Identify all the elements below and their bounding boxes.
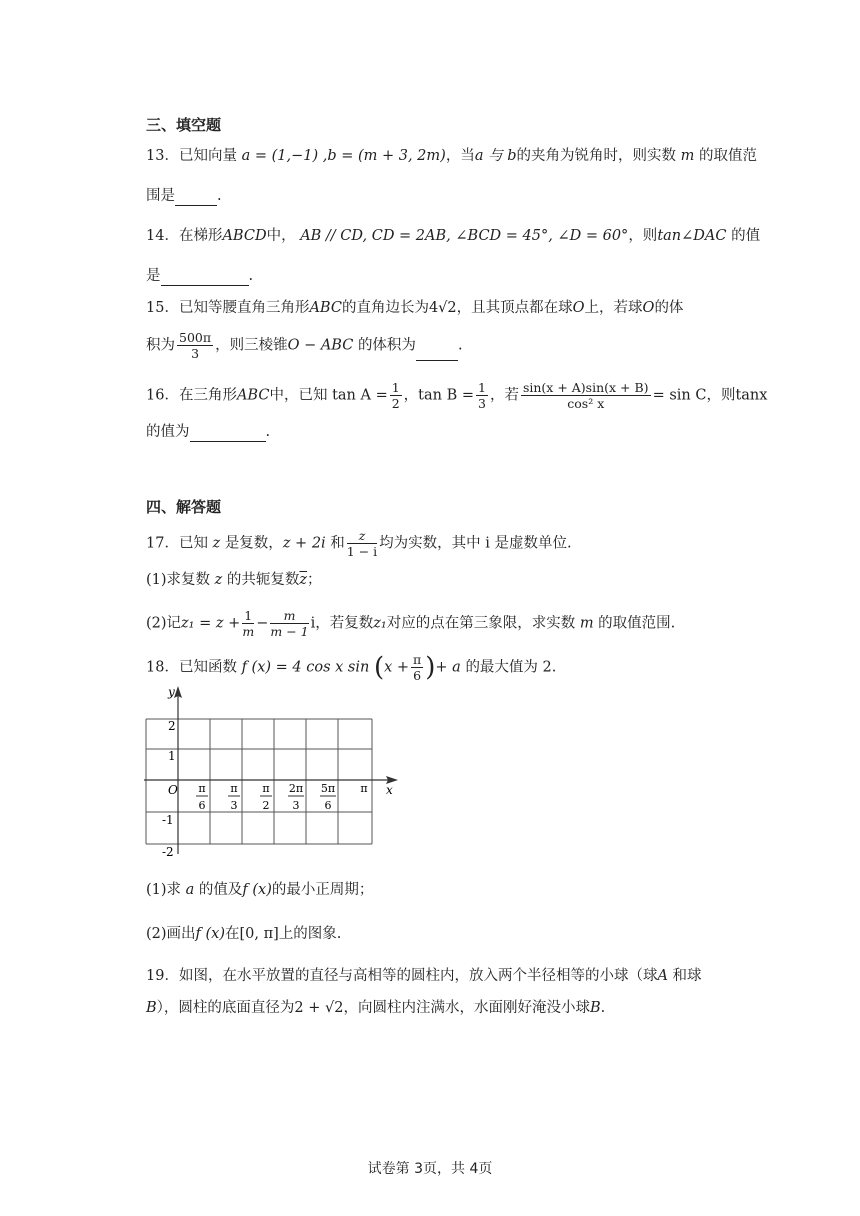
question-14-line-2 (146, 266, 253, 286)
text: 已知函数 (178, 659, 237, 676)
origin-label: O (168, 783, 178, 797)
target-expression: tan∠DAC (657, 228, 727, 244)
leg-length: 4√2 (428, 300, 457, 316)
fraction (476, 380, 488, 411)
question-13-line-2 (146, 186, 222, 206)
question-15-line-1 (146, 298, 683, 318)
text: 是复数， (224, 535, 283, 552)
question-number: 14． (146, 228, 179, 244)
variable-a: a (185, 882, 195, 898)
page-footer: 试卷第 3页，共 4页 (367, 1161, 493, 1177)
fraction (390, 380, 402, 411)
answer-blank[interactable] (190, 425, 266, 442)
question-16-line-1 (146, 380, 767, 411)
triangle-name: ABC (236, 387, 270, 404)
text: 19．如图，在水平放置的直径与高相等的圆柱内，放入两个半径相等的小球（球 (146, 968, 658, 984)
pyramid-name: O − ABC (287, 337, 354, 354)
text: (1)求 (146, 882, 182, 898)
fraction (411, 652, 423, 683)
question-19-line-1 (146, 966, 702, 986)
question-16-line-2 (146, 422, 270, 442)
denominator: 1 − i (346, 544, 378, 559)
numerator: 1 (478, 380, 486, 395)
x-tick-numerator: 5π (320, 782, 336, 795)
target-expression: tanx (735, 387, 768, 404)
x-tick-denominator: 6 (198, 799, 206, 812)
text: 的体积为 (357, 337, 416, 354)
denominator: 3 (478, 396, 486, 411)
question-18-part-2 (146, 924, 341, 944)
y-tick-label: -2 (162, 845, 174, 859)
variable-z: z (214, 572, 223, 588)
text: 在梯形 (178, 228, 223, 244)
text: 的最大值为 2. (465, 659, 557, 676)
numerator: 1 (244, 608, 253, 623)
text: ），圆柱的底面直径为 (156, 1000, 295, 1016)
question-number: 17． (146, 535, 179, 552)
operator: − (256, 615, 269, 632)
text: 在三角形 (178, 387, 237, 404)
vector-pair: a 与 b (474, 148, 517, 164)
variable-m: m (579, 615, 594, 632)
x-tick-numerator: 2π (288, 782, 304, 795)
diameter: 2 + √2 (294, 1000, 344, 1016)
condition-formula: AB // CD, CD = 2AB, ∠BCD = 45°, ∠D = 60° (300, 228, 629, 244)
ball-b: B (146, 1000, 157, 1016)
numerator: z (347, 528, 377, 544)
denominator: m (242, 624, 255, 639)
x-tick-numerator: π (262, 782, 270, 795)
text: 积为 (146, 337, 175, 354)
question-number: 13． (146, 148, 179, 164)
question-17-line-1 (146, 528, 572, 559)
trapezoid-name: ABCD (222, 228, 267, 244)
question-number: 15． (146, 300, 179, 316)
text: 的共轭复数 (226, 572, 300, 588)
answer-blank[interactable] (161, 269, 249, 286)
text: ，且其顶点都在球 (456, 300, 573, 316)
sphere-name: O (642, 300, 655, 316)
answer-blank[interactable] (416, 344, 458, 361)
text: 在 (225, 926, 240, 942)
text: 的夹角为锐角时，则实数 (516, 148, 676, 164)
denominator: 6 (413, 668, 422, 683)
text: 的体 (654, 300, 684, 316)
expression: z + 2i (282, 535, 326, 552)
question-17-part-2 (146, 608, 675, 639)
numerator: π (413, 652, 422, 667)
expression: + a (435, 659, 461, 676)
ball-b: B (589, 1000, 601, 1016)
text: ； (307, 572, 322, 588)
equation-rhs: = sin C (652, 387, 707, 404)
period: . (600, 1000, 606, 1016)
text: ，当 (445, 148, 475, 164)
numerator: 1 (391, 380, 400, 395)
x-tick-numerator: π (230, 782, 238, 795)
denominator: 2 (391, 396, 400, 411)
volume-fraction (177, 330, 213, 361)
question-17-part-1 (146, 570, 322, 590)
y-tick-label: 1 (168, 749, 176, 763)
triangle-name: ABC (309, 300, 342, 316)
conjugate-z: $\overline{z}$ (299, 572, 308, 588)
answer-blank[interactable] (175, 189, 217, 206)
numerator: m (270, 608, 308, 624)
y-tick-label: -1 (162, 813, 174, 827)
question-number: 16． (146, 387, 179, 404)
text: ，则 (706, 387, 736, 404)
text: 和 (330, 535, 345, 552)
function-definition: f (x) = 4 cos x sin (241, 659, 370, 676)
text: 的最小正周期； (271, 882, 374, 898)
y-tick-label: 2 (168, 719, 176, 733)
vector-definition: a = (1,−1) ,b = (m + 3, 2m) (241, 148, 446, 164)
numerator: sin(x + A)sin(x + B) (522, 380, 649, 395)
x-tick-labels (196, 782, 368, 812)
text: 和球 (672, 968, 702, 984)
section-title-solve: 四、解答题 (146, 498, 222, 516)
variable-z1: z₁ (373, 615, 387, 632)
text: 的值及 (198, 882, 243, 898)
denominator: 3 (191, 346, 200, 361)
coordinate-grid (140, 684, 410, 864)
text: ，则三棱锥 (215, 337, 288, 354)
text: 的值 (731, 228, 761, 244)
text: 中， (266, 228, 296, 244)
question-18-part-1 (146, 880, 373, 900)
denominator: cos² x (567, 396, 605, 411)
text: (2)记 (146, 615, 182, 632)
function: f (x) (242, 882, 272, 898)
x-tick-denominator: 3 (230, 799, 238, 812)
equation-fraction (521, 380, 651, 411)
grid-lines (146, 719, 372, 844)
question-15-line-2 (146, 330, 463, 361)
period: . (217, 188, 222, 204)
text: 围是 (146, 188, 175, 204)
expression: z₁ = z + (181, 615, 241, 632)
fraction (270, 608, 308, 639)
fraction (347, 528, 377, 559)
x-tick-numerator: π (198, 782, 206, 795)
x-axis-label: x (386, 783, 393, 797)
period: . (265, 424, 271, 440)
y-axis-label: y (168, 685, 175, 699)
question-13-line-1 (146, 146, 757, 166)
x-tick-denominator: 2 (262, 799, 270, 812)
text: 均为实数，其中 i 是虚数单位. (379, 535, 572, 552)
x-tick-denominator: 6 (324, 799, 332, 812)
text: 的直角边长为 (341, 300, 429, 316)
text: ，则 (628, 228, 658, 244)
function: f (x) (195, 926, 226, 942)
sphere-name: O (572, 300, 585, 316)
variable-z: z (212, 535, 221, 552)
variable-m: m (680, 148, 695, 164)
question-number: 18． (146, 659, 179, 676)
question-14-line-1 (146, 226, 760, 246)
imaginary-unit: i (310, 615, 316, 632)
text: 的值为 (146, 424, 190, 440)
question-19-line-2 (146, 998, 605, 1018)
x-tick-denominator: 3 (292, 799, 300, 812)
denominator: m − 1 (270, 624, 309, 639)
text: 上，若球 (584, 300, 643, 316)
text: 对应的点在第三象限，求实数 (386, 615, 576, 632)
text: (1)求复数 (146, 572, 211, 588)
text: 是 (146, 268, 161, 284)
text: 中，已知 (269, 387, 328, 404)
text: ，向圆柱内注满水，水面刚好淹没小球 (343, 1000, 590, 1016)
text: 的取值范 (698, 148, 757, 164)
section-title-fill-blank: 三、填空题 (146, 116, 222, 134)
text: 的取值范围. (598, 615, 676, 632)
numerator: 500π (179, 330, 212, 345)
text: 已知向量 (178, 148, 237, 164)
tan-b: ，tan B = (403, 387, 475, 404)
text: 上的图象. (278, 926, 342, 942)
period: . (457, 337, 463, 354)
period: . (248, 268, 254, 284)
text: 已知等腰直角三角形 (178, 300, 310, 316)
text: ，若 (489, 387, 519, 404)
text: 已知 (178, 535, 208, 552)
text: ，若复数 (315, 615, 374, 632)
fraction (242, 608, 254, 639)
question-18-line-1: 18．已知函数 f (x) = 4 cos x sin (x + $\frac{\pi}{6}$ )+ a 的最大值为 2. (146, 652, 557, 683)
tan-a: tan A = (332, 387, 388, 404)
expression: x + (384, 659, 410, 676)
x-tick-label: π (360, 782, 368, 795)
ball-a: A (657, 968, 668, 984)
interval: [0, π] (239, 926, 279, 942)
text: (2)画出 (146, 926, 196, 942)
